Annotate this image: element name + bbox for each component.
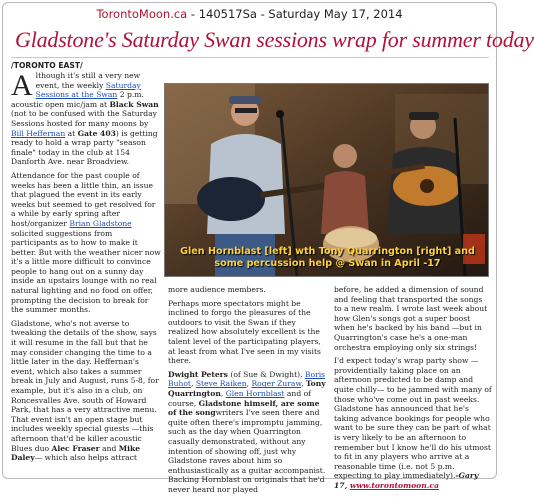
- drop-cap: A: [11, 69, 33, 102]
- link-bill-heffernan[interactable]: Bill Heffernan: [11, 128, 66, 138]
- text: 2 p.m. acoustic open mic/jam at: [11, 90, 144, 109]
- text: ,: [220, 388, 226, 398]
- name-dwight-peters: Dwight Peters: [168, 369, 228, 379]
- text: (not to be confused with the Saturday Sessions hosted for many moons by: [11, 109, 157, 128]
- concert-photo: [164, 83, 489, 277]
- paragraph-3: [11, 319, 161, 463]
- bold-gladstone: Gladstone himself, are some of the song: [168, 398, 320, 418]
- column-1: [11, 71, 161, 467]
- link-roger-zuraw[interactable]: Roger Zuraw: [251, 379, 302, 389]
- text: and of course,: [168, 388, 311, 408]
- text: ,: [246, 379, 252, 389]
- text: ,: [301, 379, 306, 389]
- dateline: /TORONTO EAST/: [11, 61, 83, 70]
- text: — which also helps attract: [34, 453, 137, 463]
- text: lthough it's still a very new event, the weekly: [35, 71, 141, 90]
- text: solicited suggestions from participants as to how to make it better. But with the weather nicer now it's a little more difficult to convince people to hang out on a sunny day inside an upstairs lounge with no real natural lighting and no food on offer, prompting the decision to break for the summer months.: [11, 228, 161, 315]
- site-name[interactable]: TorontoMoon.ca: [96, 7, 188, 21]
- site-url-link[interactable]: www.torontomoon.ca: [349, 480, 439, 490]
- venue-black-swan: Black Swan: [109, 99, 159, 109]
- text: and: [99, 443, 119, 453]
- paragraph: more audience members.: [168, 285, 266, 294]
- link-boris-buhot[interactable]: Boris Buhot: [168, 369, 326, 389]
- paragraph-musicians: [168, 370, 328, 495]
- paragraph-1: [11, 71, 161, 167]
- name-alec-fraser: Alec Fraser: [51, 443, 100, 453]
- text: ,: [191, 379, 196, 389]
- link-steve-raiken[interactable]: Steve Raiken: [195, 379, 247, 389]
- text: writers I've seen there and quite often there's impromptu jamming, such as the day when Quarrington casually demonstrated, without any intention of showing off, just why Gladstone raves about him so enthusiastically as a guitar accompanist. Backing Hornblast on originals that he'd never heard nor played: [168, 408, 326, 494]
- name-mike-daley: Mike Daley: [11, 443, 141, 463]
- issue-line: - 140517Sa - Saturday May 17, 2014: [187, 7, 403, 21]
- signature: -Gary 17,: [334, 471, 479, 490]
- text: Gladstone, who's not averse to tweaking the details of the show, says it will resume in the fall but that he may consider changing the time to a little later in the day. Heffernan's event, which also takes a summer break in July and August, runs 5-8, for example, but it's also in a club, on Roncesvalles Ave. south of Howard Park, that has a very attractive menu. That event isn't an open stage but includes weekly special guests —this afternoon that'd be killer acoustic Blues duo: [11, 318, 159, 453]
- column-3: [334, 285, 492, 494]
- text: I'd expect today's wrap party show —providentially taking place on an afternoon predicted to be damp and quite chilly— to be jammed with many of those who've come out in past weeks. Gladstone has announced that he's taking advance bookings for people who want to be sure they can be part of what is very likely to be an afternoon to remember but I know he'll do his utmost to fit in any players who arrive at a reasonable time (i.e. not 5 p.m. expecting to play immediately).: [334, 356, 492, 481]
- venue-gate-403: Gate 403: [77, 128, 116, 138]
- link-saturday-sessions[interactable]: Saturday Sessions at the Swan: [35, 80, 141, 100]
- article-frame: [2, 2, 534, 494]
- text: Attendance for the past couple of weeks has been a little thin, an issue that plagued the event in its early weeks but seemed to get resolved for a while by early spring after host/organizer: [11, 170, 156, 228]
- paragraph: before, he added a dimension of sound and feeling that transported the songs to a new realm. I wrote last week about how Glen's songs got a super boost when he's backed by his band —but in Quarrington's case he's a one-man orchestra employing only six strings!: [334, 285, 488, 352]
- headline: Gladstone's Saturday Swan sessions wrap for summer today: [15, 27, 534, 52]
- name-tony-quarrington: Tony Quarrington: [168, 379, 326, 398]
- link-brian-gladstone[interactable]: Brian Gladstone: [69, 218, 132, 228]
- paragraph-2: [11, 171, 161, 315]
- text: (of Sue & Dwight),: [227, 369, 305, 379]
- photo-caption: Glen Hornblast [left] wth Tony Quarrington [right] and some percussion help @ Swan in April -17: [180, 246, 475, 269]
- paragraph-closing: [334, 356, 492, 490]
- column-2: [168, 285, 328, 498]
- text: at: [65, 128, 78, 138]
- text: ) is getting ready to hold a wrap party "season finale" today in the club at 154 Danforth Ave. near Broadview.: [11, 128, 158, 167]
- masthead: [3, 3, 496, 25]
- divider: [11, 57, 489, 58]
- link-glen-hornblast[interactable]: Glen Hornblast: [225, 388, 285, 398]
- paragraph: Perhaps more spectators might be inclined to forgo the pleasures of the outdoors to visit the Swan if they realized how absolutely excellent is the talent level of the participating players, at least from what I've seen in my visits there.: [168, 298, 321, 366]
